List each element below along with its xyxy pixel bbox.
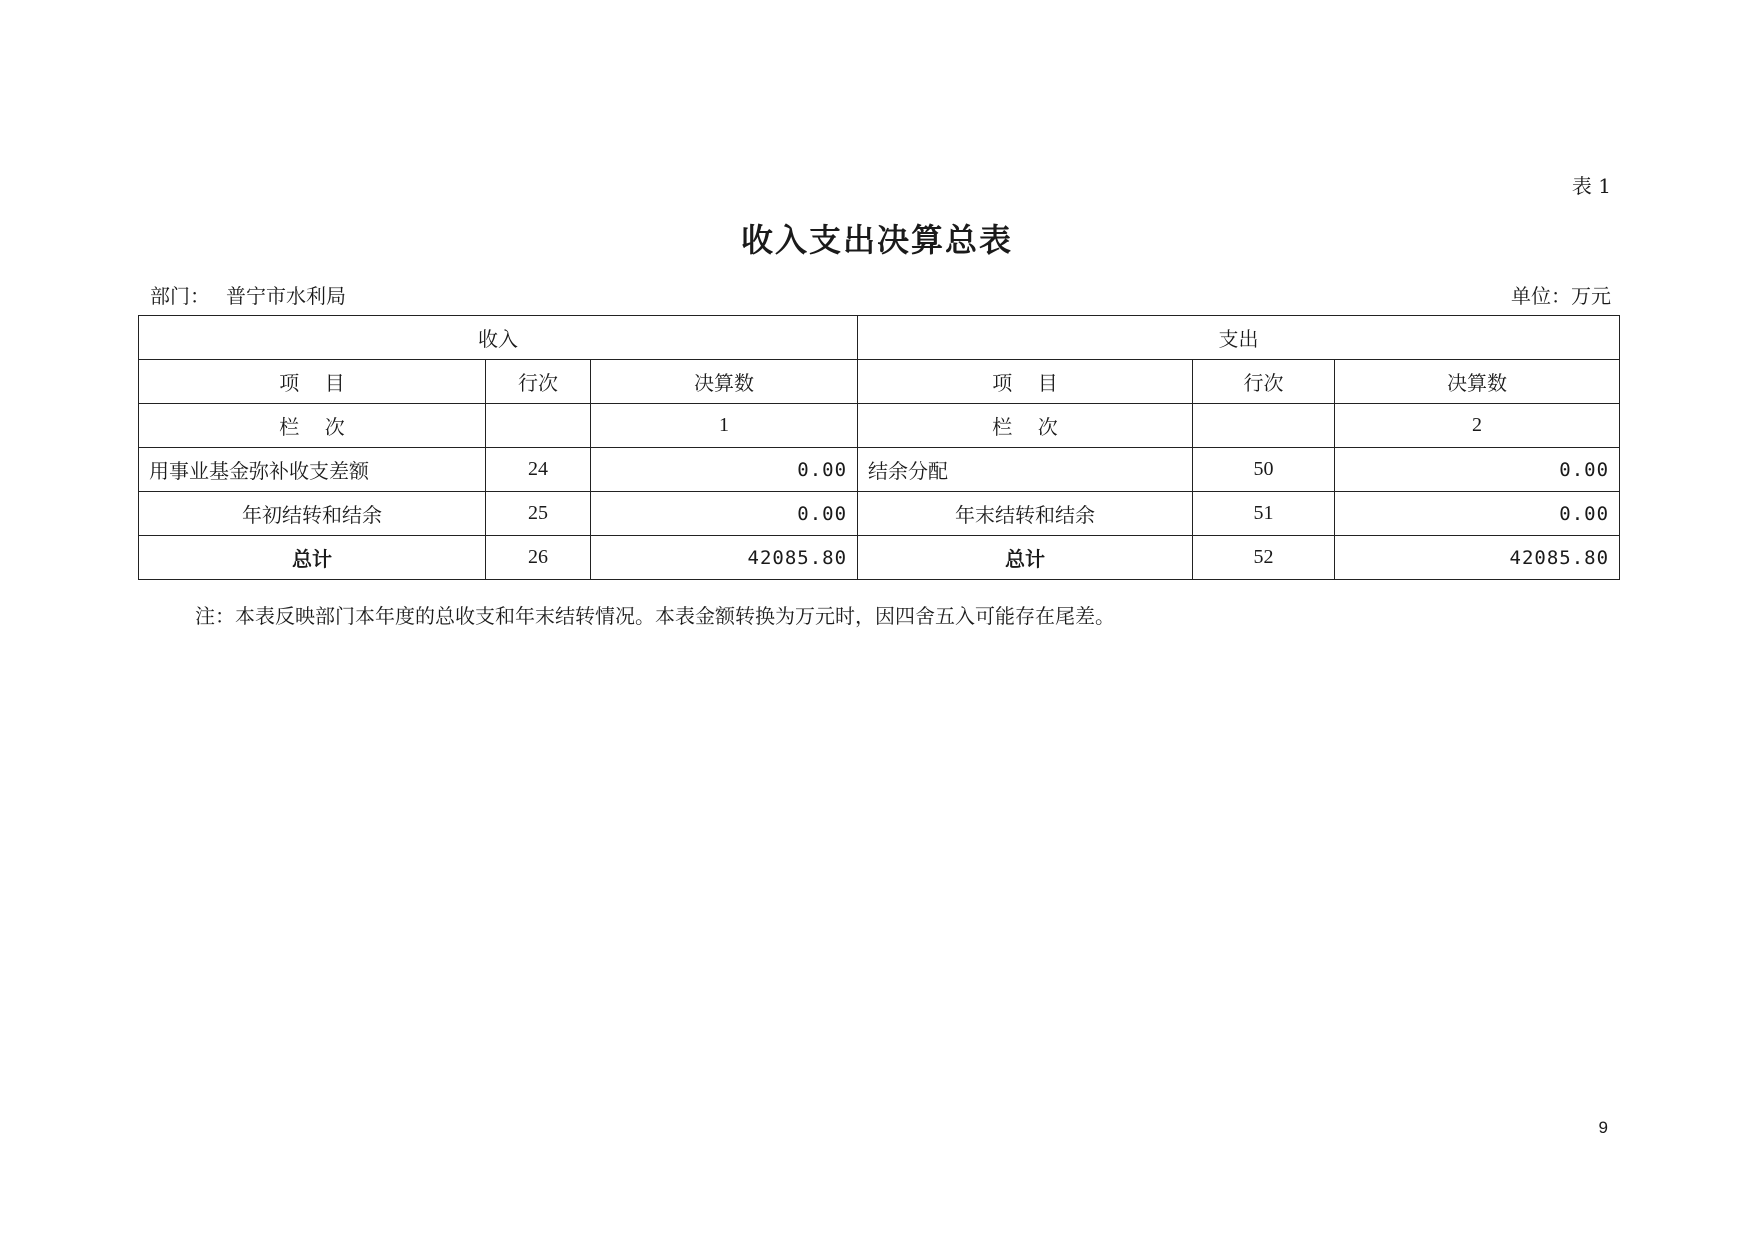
income-item-cell: 年初结转和结余	[139, 492, 486, 536]
income-line-cell: 25	[486, 492, 591, 536]
department-value: 普宁市水利局	[226, 284, 346, 308]
income-line-header: 行次	[486, 360, 591, 404]
column-header-row	[139, 360, 1620, 404]
expense-total-label: 总计	[858, 536, 1193, 580]
expense-index-label: 栏 次	[858, 404, 1193, 448]
section-header-row	[139, 316, 1620, 360]
income-index-line	[486, 404, 591, 448]
expense-index-number: 2	[1335, 404, 1620, 448]
income-total-amount: 42085.80	[591, 536, 858, 580]
expense-item-cell: 结余分配	[858, 448, 1193, 492]
expense-item-header: 项 目	[858, 360, 1193, 404]
income-line-cell: 24	[486, 448, 591, 492]
document-title: 收入支出决算总表	[740, 221, 1013, 259]
expense-amount-cell: 0.00	[1335, 492, 1620, 536]
unit-label: 单位：万元	[1511, 284, 1611, 308]
table-footnote: 注：本表反映部门本年度的总收支和年末结转情况。本表金额转换为万元时，因四舍五入可能存在尾差。	[195, 604, 1115, 628]
income-total-line: 26	[486, 536, 591, 580]
expense-total-amount: 42085.80	[1335, 536, 1620, 580]
table-tag: 表 1	[1571, 174, 1611, 198]
table-row	[139, 492, 1620, 536]
income-amount-cell: 0.00	[591, 448, 858, 492]
column-index-row	[139, 404, 1620, 448]
expense-amount-header: 决算数	[1335, 360, 1620, 404]
expense-line-header: 行次	[1193, 360, 1335, 404]
department-line	[150, 280, 346, 309]
table-row	[139, 448, 1620, 492]
income-index-number: 1	[591, 404, 858, 448]
expense-line-cell: 51	[1193, 492, 1335, 536]
expense-section-header: 支出	[858, 316, 1620, 360]
income-index-label: 栏 次	[139, 404, 486, 448]
expense-total-line: 52	[1193, 536, 1335, 580]
expense-amount-cell: 0.00	[1335, 448, 1620, 492]
expense-line-cell: 50	[1193, 448, 1335, 492]
income-amount-header: 决算数	[591, 360, 858, 404]
income-expense-summary-table	[138, 315, 1620, 580]
income-amount-cell: 0.00	[591, 492, 858, 536]
expense-item-cell: 年末结转和结余	[858, 492, 1193, 536]
page-number: 9	[1598, 1118, 1608, 1137]
income-item-header: 项 目	[139, 360, 486, 404]
expense-index-line	[1193, 404, 1335, 448]
income-section-header: 收入	[139, 316, 858, 360]
income-item-cell: 用事业基金弥补收支差额	[139, 448, 486, 492]
income-total-label: 总计	[139, 536, 486, 580]
department-label: 部门：	[150, 284, 210, 308]
total-row	[139, 536, 1620, 580]
